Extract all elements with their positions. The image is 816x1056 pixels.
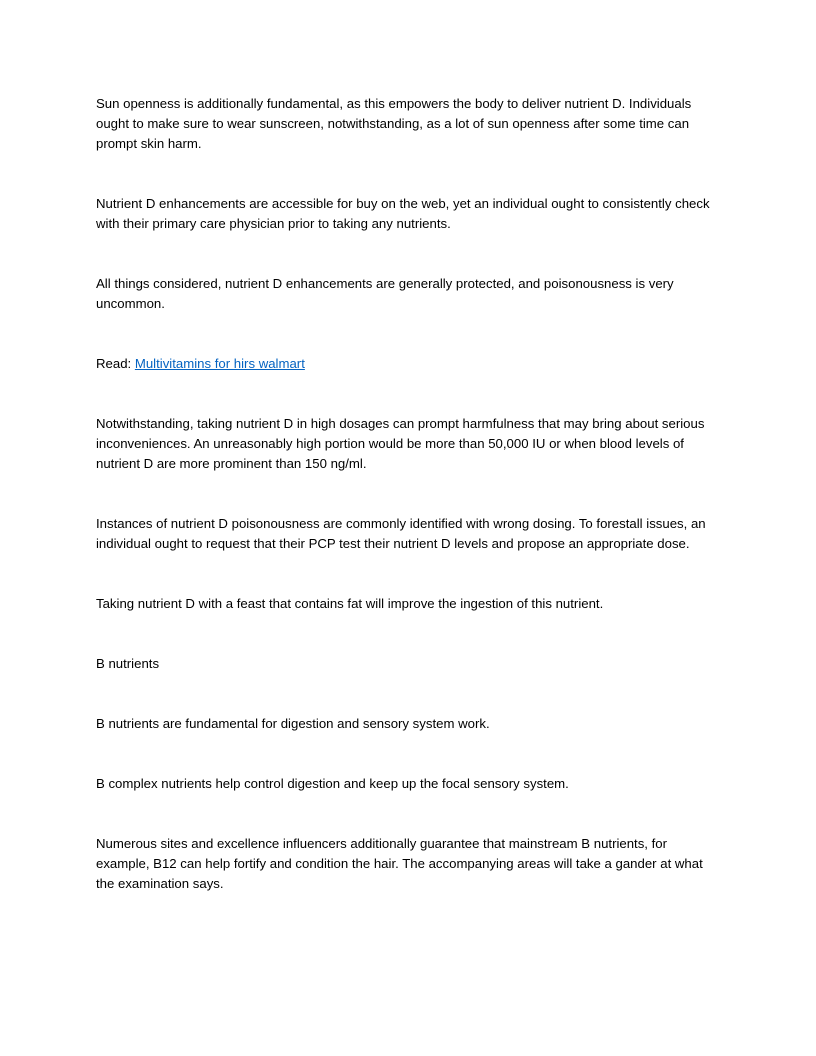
document-page	[96, 94, 720, 934]
paragraph-b12-hair: Numerous sites and excellence influencers additionally guarantee that mainstream B nutrients, for example, B12 can help fortify and condition the hair. The accompanying areas will take a gander at what the examination says.	[96, 836, 703, 891]
paragraph-b-digestion: B nutrients are fundamental for digestion and sensory system work.	[96, 716, 490, 731]
paragraph-high-dosage: Notwithstanding, taking nutrient D in high dosages can prompt harmfulness that may bring about serious inconveniences. An unreasonably high portion would be more than 50,000 IU or when blood levels of nutrient D are more prominent than 150 ng/ml.	[96, 416, 705, 471]
paragraph-safety: All things considered, nutrient D enhancements are generally protected, and poisonousness is very uncommon.	[96, 276, 674, 311]
read-prefix: Read:	[96, 356, 135, 371]
section-heading-b-nutrients: B nutrients	[96, 656, 160, 671]
paragraph-sun-exposure: Sun openness is additionally fundamental, as this empowers the body to deliver nutrient D. Individuals ought to make sure to wear sunscreen, notwithstanding, as a lot of sun openness after some time can prompt skin harm.	[96, 96, 692, 151]
paragraph-b-complex: B complex nutrients help control digestion and keep up the focal sensory system.	[96, 776, 569, 791]
read-line	[96, 354, 720, 374]
paragraph-meal-fat: Taking nutrient D with a feast that contains fat will improve the ingestion of this nutrient.	[96, 596, 604, 611]
paragraph-toxicity-dosing: Instances of nutrient D poisonousness are commonly identified with wrong dosing. To forestall issues, an individual ought to request that their PCP test their nutrient D levels and propose an appropriate dose.	[96, 516, 706, 551]
multivitamins-link[interactable]: Multivitamins for hirs walmart	[134, 356, 305, 371]
paragraph-supplements-online: Nutrient D enhancements are accessible for buy on the web, yet an individual ought to consistently check with their primary care physician prior to taking any nutrients.	[96, 196, 710, 231]
